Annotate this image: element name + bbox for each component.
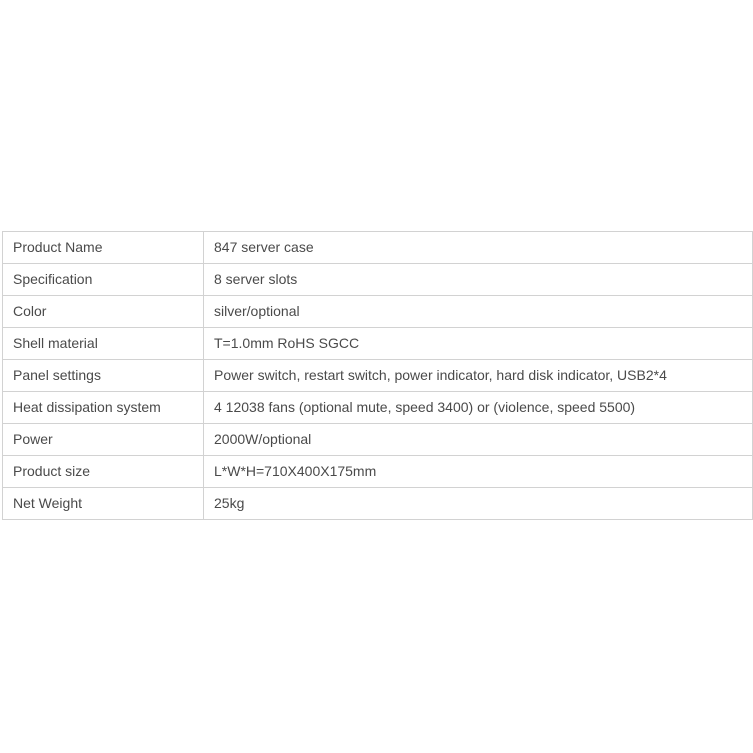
row-value: T=1.0mm RoHS SGCC xyxy=(204,328,753,360)
spec-table xyxy=(2,231,753,520)
row-label: Net Weight xyxy=(3,488,204,520)
row-label: Color xyxy=(3,296,204,328)
row-value: 847 server case xyxy=(204,232,753,264)
row-value: silver/optional xyxy=(204,296,753,328)
row-label: Heat dissipation system xyxy=(3,392,204,424)
row-label: Power xyxy=(3,424,204,456)
row-value: 2000W/optional xyxy=(204,424,753,456)
row-label: Product size xyxy=(3,456,204,488)
table-row xyxy=(3,264,753,296)
row-label: Shell material xyxy=(3,328,204,360)
table-row xyxy=(3,456,753,488)
spec-table-body xyxy=(3,232,753,520)
row-value: L*W*H=710X400X175mm xyxy=(204,456,753,488)
table-row xyxy=(3,392,753,424)
row-value: 4 12038 fans (optional mute, speed 3400) or (violence, speed 5500) xyxy=(204,392,753,424)
row-value: 25kg xyxy=(204,488,753,520)
row-label: Product Name xyxy=(3,232,204,264)
table-row xyxy=(3,360,753,392)
table-row xyxy=(3,232,753,264)
table-row xyxy=(3,488,753,520)
row-value: Power switch, restart switch, power indicator, hard disk indicator, USB2*4 xyxy=(204,360,753,392)
row-label: Panel settings xyxy=(3,360,204,392)
table-row xyxy=(3,296,753,328)
row-label: Specification xyxy=(3,264,204,296)
table-row xyxy=(3,328,753,360)
table-row xyxy=(3,424,753,456)
row-value: 8 server slots xyxy=(204,264,753,296)
